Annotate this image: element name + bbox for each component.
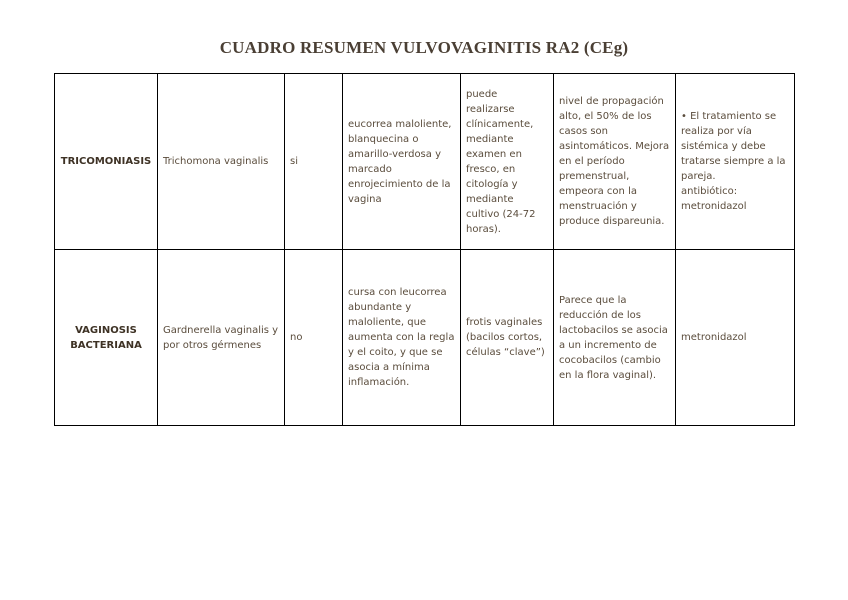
summary-table <box>54 73 795 426</box>
disease-name-cell: TRICOMONIASIS <box>55 74 158 250</box>
table-row <box>55 250 795 426</box>
flag-cell: no <box>285 250 343 426</box>
notes-cell: nivel de propagación alto, el 50% de los casos son asintomáticos. Mejora en el período premenstrual, empeora con la menstruación y produce dispareunia. <box>554 74 676 250</box>
table-row <box>55 74 795 250</box>
treatment-cell <box>676 74 795 250</box>
flag-cell: si <box>285 74 343 250</box>
diagnosis-cell: frotis vaginales (bacilos cortos, células “clave”) <box>461 250 554 426</box>
page-title: CUADRO RESUMEN VULVOVAGINITIS RA2 (CEg) <box>219 38 629 57</box>
treatment-note: • El tratamiento se realiza por vía sistémica y debe tratarse siempre a la pareja. <box>681 111 786 182</box>
diagnosis-cell: puede realizarse clínicamente, mediante examen en fresco, en citología y mediante cultivo (24-72 horas). <box>461 74 554 250</box>
causal-agent-cell: Gardnerella vaginalis y por otros gérmenes <box>158 250 285 426</box>
treatment-cell: metronidazol <box>676 250 795 426</box>
causal-agent-cell: Trichomona vaginalis <box>158 74 285 250</box>
treatment-drug: antibiótico: metronidazol <box>681 186 747 212</box>
symptoms-cell: eucorrea maloliente, blanquecina o amarillo-verdosa y marcado enrojecimiento de la vagina <box>343 74 461 250</box>
notes-cell: Parece que la reducción de los lactobacilos se asocia a un incremento de cocobacilos (cambio en la flora vaginal). <box>554 250 676 426</box>
disease-name-cell: VAGINOSIS BACTERIANA <box>55 250 158 426</box>
symptoms-cell: cursa con leucorrea abundante y maloliente, que aumenta con la regla y el coito, y que se asocia a mínima inflamación. <box>343 250 461 426</box>
